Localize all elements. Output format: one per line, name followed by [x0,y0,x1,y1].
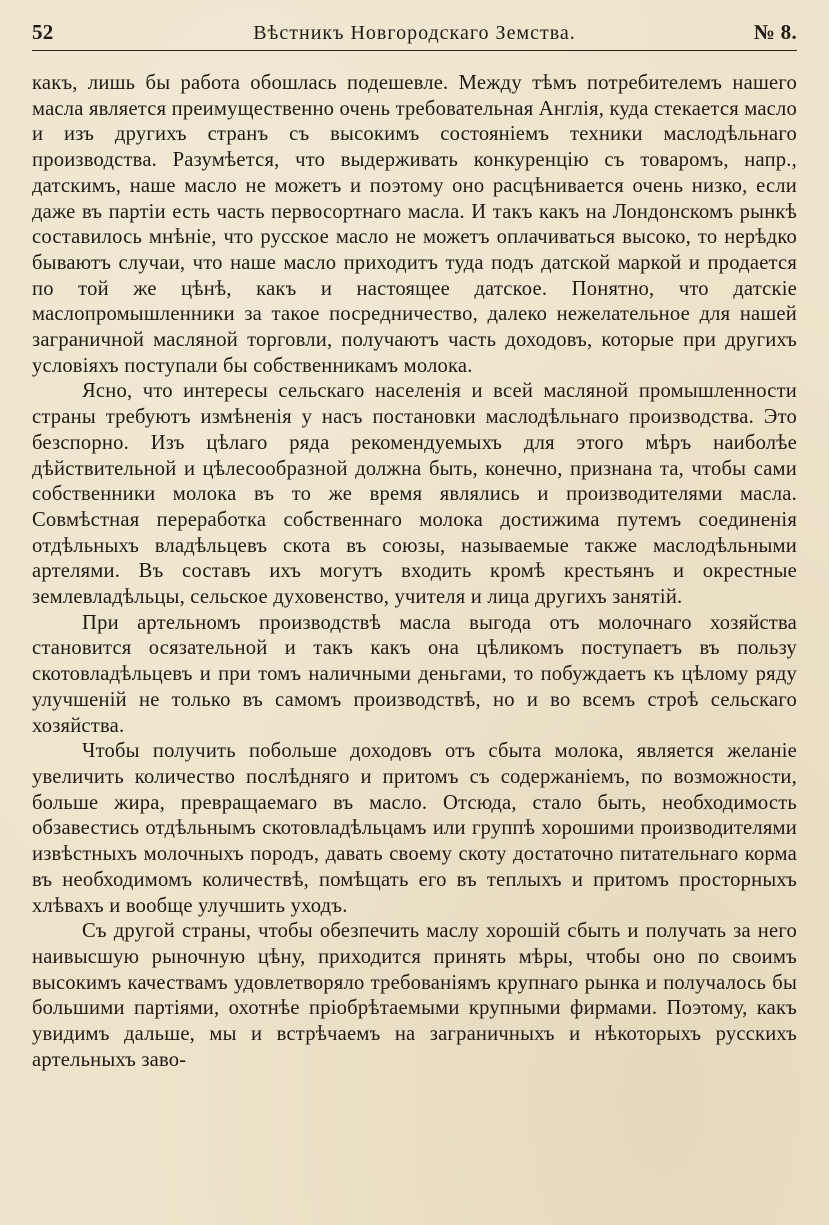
paragraph: При артельномъ производствѣ масла выгода отъ молочнаго хозяйства становится осязательной и такъ какъ она цѣликомъ поступаетъ въ пользу скотовладѣльцевъ и при томъ наличными деньгами, то побуждаетъ къ цѣлому ряду улучшеній не только въ самомъ производствѣ, но и во всемъ строѣ сельскаго хозяйства. [32,611,797,737]
page-number: 52 [32,20,54,44]
paragraph-continuation: какъ, лишь бы работа обошлась подешевле. Между тѣмъ потребителемъ нашего масла является преимущественно очень требовательная Англія, куда стекается масло и изъ другихъ странъ съ высокимъ состояніемъ техники маслодѣльнаго производства. Разумѣется, что выдерживать конкуренцію съ товаромъ, напр., датскимъ, наше масло не можетъ и поэтому оно расцѣнивается очень низко, если даже въ партіи есть часть первосортнаго масла. И такъ какъ на Лондонскомъ рынкѣ составилось мнѣніе, что русское масло не можетъ оплачиваться высоко, то нерѣдко бываютъ случаи, что наше масло приходитъ туда подъ датской маркой и продается по той же цѣнѣ, какъ и настоящее датское. Понятно, что датскіе маслопромышленники за такое посредничество, далеко нежелательное для нашей заграничной масляной торговли, получаютъ часть доходовъ, которые при другихъ условіяхъ поступали бы собственникамъ молока. [32,72,797,377]
journal-title: Вѣстникъ Новгородскаго Земства. [253,22,576,44]
article-body [32,71,797,1073]
paragraph: Ясно, что интересы сельскаго населенія и всей масляной промышленности страны требуютъ измѣненія у насъ постановки маслодѣльнаго производства. Это безспорно. Изъ цѣлаго ряда рекомендуемыхъ для этого мѣръ наиболѣе дѣйствительной и цѣлесообразной должна быть, конечно, признана та, чтобы сами собственники молока въ то же время являлись и производителями масла. Совмѣстная переработка собственнаго молока достижима путемъ соединенія отдѣльныхъ владѣльцевъ скота въ союзы, называемые также маслодѣльными артелями. Въ составъ ихъ могутъ входить кромѣ крестьянъ и окрестные землевладѣльцы, сельское духовенство, учителя и лица другихъ занятій. [32,380,797,609]
paragraph: Чтобы получить побольше доходовъ отъ сбыта молока, является желаніе увеличить количество послѣдняго и притомъ съ содержаніемъ, по возможности, больше жира, превращаемаго въ масло. Отсюда, стало быть, необходимость обзавестись отдѣльнымъ скотовладѣльцамъ или группѣ хорошими производителями извѣстныхъ молочныхъ породъ, давать своему скоту достаточно питательнаго корма въ необходимомъ количествѣ, помѣщать его въ теплыхъ и притомъ просторныхъ хлѣвахъ и вообще улучшить уходъ. [32,740,797,917]
paragraph: Съ другой страны, чтобы обезпечить маслу хорошій сбыть и получать за него наивысшую рыночную цѣну, приходится принять мѣры, чтобы оно по своимъ высокимъ качествамъ удовлетворяло требованіямъ крупнаго рынка и получалось бы большими партіями, охотнѣе пріобрѣтаемыми крупными фирмами. Поэтому, какъ увидимъ дальше, мы и встрѣчаемъ на заграничныхъ и нѣкоторыхъ русскихъ артельныхъ заво- [32,920,797,1071]
issue-number: № 8. [753,20,797,44]
running-header [32,20,797,51]
